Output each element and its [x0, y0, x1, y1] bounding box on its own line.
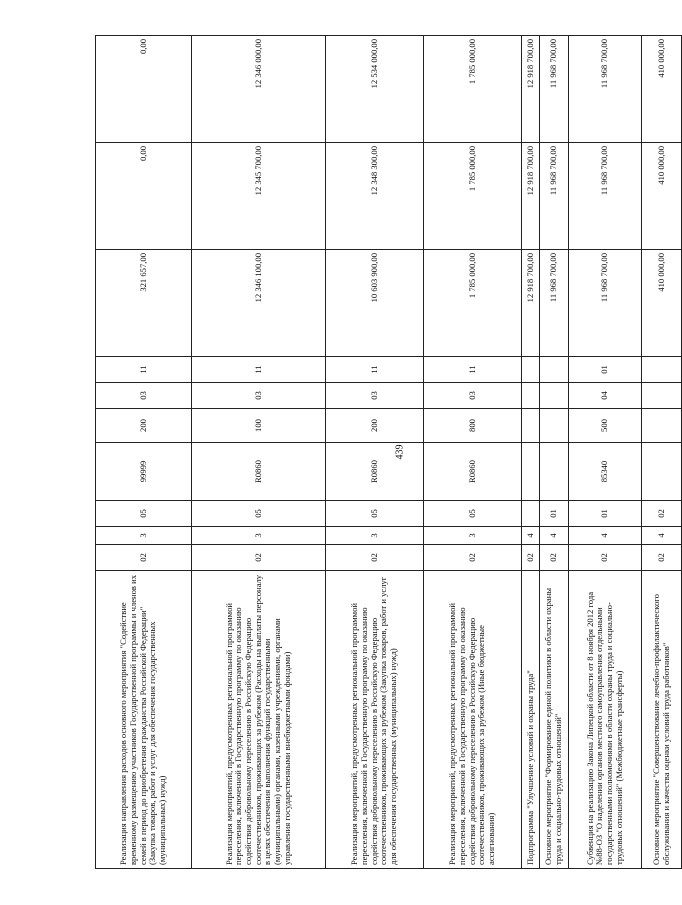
- code-cell-4: R0860: [424, 443, 522, 501]
- table-row: [326, 36, 424, 869]
- code-cell-4: R0860: [326, 443, 424, 501]
- code-cell-6: 03: [424, 383, 522, 409]
- code-cell-6: 03: [192, 383, 326, 409]
- code-cell-5: 200: [326, 409, 424, 443]
- code-cell-2: 3: [96, 527, 192, 545]
- code-cell-2: 4: [522, 527, 540, 545]
- code-cell-4: [642, 443, 682, 501]
- rotated-table-frame: [95, 36, 671, 869]
- amount-cell-3: 11 968 700,00: [569, 36, 642, 143]
- code-cell-4: 85340: [569, 443, 642, 501]
- code-cell-6: [522, 383, 540, 409]
- row-name-cell: Основное мероприятие "Совершенствование лечебно-профилактического обслуживания и качества оценки условий труда работников": [642, 571, 682, 869]
- table-row: [522, 36, 540, 869]
- code-cell-5: 100: [192, 409, 326, 443]
- table-row: [192, 36, 326, 869]
- code-cell-4: [540, 443, 569, 501]
- code-cell-1: 02: [522, 545, 540, 571]
- code-cell-3: [522, 501, 540, 527]
- code-cell-5: [522, 409, 540, 443]
- code-cell-7: [540, 357, 569, 383]
- row-name-cell: Реализация направления расходов основного мероприятия "Содействие временному размещению участников Государственной программы и членов их семей в период до приобретения гражданства Российской Федерации" (Закупка товаров, работ и услуг для обеспечения государственных (муниципальных) нужд): [96, 571, 192, 869]
- code-cell-5: [642, 409, 682, 443]
- code-cell-5: 200: [96, 409, 192, 443]
- code-cell-5: [540, 409, 569, 443]
- amount-cell-1: 11 968 700,00: [569, 250, 642, 357]
- amount-cell-2: 1 785 000,00: [424, 143, 522, 250]
- code-cell-7: 01: [569, 357, 642, 383]
- table-row: [96, 36, 192, 869]
- code-cell-3: 05: [192, 501, 326, 527]
- amount-cell-1: 12 346 100,00: [192, 250, 326, 357]
- code-cell-2: 3: [326, 527, 424, 545]
- code-cell-3: 01: [540, 501, 569, 527]
- row-name-cell: Подпрограмма "Улучшение условий и охраны труда": [522, 571, 540, 869]
- code-cell-5: 800: [424, 409, 522, 443]
- code-cell-6: [642, 383, 682, 409]
- amount-cell-2: 410 000,00: [642, 143, 682, 250]
- amount-cell-2: 11 968 700,00: [540, 143, 569, 250]
- code-cell-1: 02: [540, 545, 569, 571]
- code-cell-7: 11: [424, 357, 522, 383]
- amount-cell-2: 12 345 700,00: [192, 143, 326, 250]
- code-cell-3: 05: [96, 501, 192, 527]
- code-cell-1: 02: [192, 545, 326, 571]
- code-cell-2: 4: [540, 527, 569, 545]
- code-cell-6: 03: [326, 383, 424, 409]
- code-cell-6: 03: [96, 383, 192, 409]
- table-row: [424, 36, 522, 869]
- code-cell-2: 4: [642, 527, 682, 545]
- row-name-cell: Субвенция на реализацию Закона Липецкой области от 8 ноября 2012 года №88-ОЗ "О наделении органов местного самоуправления отдельными государственными полномочиями в области охраны труда и социально-трудовых отношений" (Межбюджетные трансферты): [569, 571, 642, 869]
- amount-cell-1: 10 603 900,00: [326, 250, 424, 357]
- amount-cell-3: 1 785 000,00: [424, 36, 522, 143]
- code-cell-1: 02: [642, 545, 682, 571]
- code-cell-4: 99999: [96, 443, 192, 501]
- amount-cell-3: 0,00: [96, 36, 192, 143]
- code-cell-2: 4: [569, 527, 642, 545]
- row-name-cell: Реализация мероприятий, предусмотренных региональной программой переселения, включенной в Государственную программу по оказанию содействия добровольному переселению в Российскую Федерацию соотечественников, проживающих за рубежом (Иные бюджетные ассигнования): [424, 571, 522, 869]
- rotated-table-region: [95, 36, 671, 869]
- amount-cell-3: 12 346 000,00: [192, 36, 326, 143]
- code-cell-6: [540, 383, 569, 409]
- code-cell-2: 3: [192, 527, 326, 545]
- code-cell-1: 02: [569, 545, 642, 571]
- row-name-cell: Реализация мероприятий, предусмотренных региональной программой переселения, включенной в Государственную программу по оказанию содействия добровольному переселению в Российскую Федерацию соотечественников, проживающих за рубежом (Расходы на выплаты персоналу в целях обеспечения выполнения функций государственными (муниципальными) органами, казенными учреждениями, органами управления государственными внебюджетными фондами): [192, 571, 326, 869]
- code-cell-7: 11: [96, 357, 192, 383]
- amount-cell-1: 410 000,00: [642, 250, 682, 357]
- code-cell-2: 3: [424, 527, 522, 545]
- code-cell-1: 02: [96, 545, 192, 571]
- code-cell-3: 05: [326, 501, 424, 527]
- amount-cell-3: 11 968 700,00: [540, 36, 569, 143]
- amount-cell-2: 0,00: [96, 143, 192, 250]
- budget-table: [95, 35, 682, 869]
- code-cell-1: 02: [326, 545, 424, 571]
- amount-cell-2: 12 348 300,00: [326, 143, 424, 250]
- table-row: [540, 36, 569, 869]
- row-name-cell: Основное мероприятие "Формирование единой политики в области охраны труда и социально-трудовых отношений": [540, 571, 569, 869]
- code-cell-7: [642, 357, 682, 383]
- row-name-cell: Реализация мероприятий, предусмотренных региональной программой переселения, включенной в Государственную программу по оказанию содействия добровольному переселению в Российскую Федерацию соотечественников, проживающих за рубежом (Закупка товаров, работ и услуг для обеспечения государственных (муниципальных) нужд): [326, 571, 424, 869]
- amount-cell-3: 12 534 000,00: [326, 36, 424, 143]
- code-cell-7: [522, 357, 540, 383]
- amount-cell-1: 12 918 700,00: [522, 250, 540, 357]
- amount-cell-3: 410 000,00: [642, 36, 682, 143]
- amount-cell-3: 12 918 700,00: [522, 36, 540, 143]
- amount-cell-2: 11 968 700,00: [569, 143, 642, 250]
- code-cell-7: 11: [192, 357, 326, 383]
- code-cell-5: 500: [569, 409, 642, 443]
- code-cell-3: 02: [642, 501, 682, 527]
- amount-cell-1: 1 785 000,00: [424, 250, 522, 357]
- code-cell-4: [522, 443, 540, 501]
- table-row: [569, 36, 642, 869]
- code-cell-4: R0860: [192, 443, 326, 501]
- code-cell-7: 11: [326, 357, 424, 383]
- code-cell-6: 04: [569, 383, 642, 409]
- code-cell-1: 02: [424, 545, 522, 571]
- amount-cell-1: 321 657,00: [96, 250, 192, 357]
- table-row: [642, 36, 682, 869]
- code-cell-3: 05: [424, 501, 522, 527]
- amount-cell-1: 11 968 700,00: [540, 250, 569, 357]
- page-number: 439: [394, 444, 406, 460]
- code-cell-3: 01: [569, 501, 642, 527]
- amount-cell-2: 12 918 700,00: [522, 143, 540, 250]
